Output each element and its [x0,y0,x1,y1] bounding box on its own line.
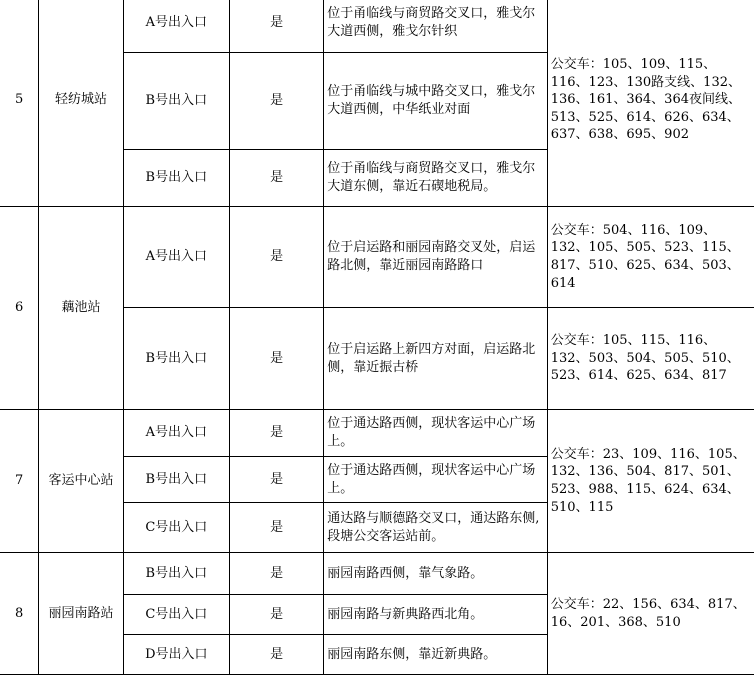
exit-location: 丽园南路东侧，靠近新典路。 [324,635,547,675]
exit-name: B号出入口 [123,553,229,595]
bus-lines: 公交车：504、116、109、132、105、505、523、115、817、510、625、634、503、614 [547,207,754,308]
exit-name: B号出入口 [123,457,229,503]
exit-flag: 是 [229,0,323,53]
exit-flag: 是 [229,595,323,635]
exit-location: 位于通达路西侧，现状客运中心广场上。 [324,457,547,503]
station-name: 藕池站 [39,207,123,410]
exit-flag: 是 [229,207,323,308]
exit-name: A号出入口 [123,410,229,457]
exit-name: A号出入口 [123,0,229,53]
exit-location: 位于甬临线与商贸路交叉口，雅戈尔大道西侧，雅戈尔针织 [324,0,547,53]
table-row [0,410,754,457]
table-row [0,553,754,595]
exit-name: A号出入口 [123,207,229,308]
table-row [0,0,754,53]
station-number: 8 [0,553,39,675]
exit-flag: 是 [229,150,323,207]
station-name: 客运中心站 [39,410,123,553]
exit-location: 位于启运路和丽园南路交叉处，启运路北侧，靠近丽园南路路口 [324,207,547,308]
bus-lines: 公交车：105、109、115、116、123、130路支线、132、136、161、364、364夜间线、513、525、614、626、634、637、638、695、902 [547,0,754,207]
table-row [0,207,754,308]
station-name: 丽园南路站 [39,553,123,675]
exit-name: B号出入口 [123,53,229,150]
exit-name: C号出入口 [123,595,229,635]
station-number: 6 [0,207,39,410]
exit-name: B号出入口 [123,308,229,410]
station-number: 7 [0,410,39,553]
exit-name: D号出入口 [123,635,229,675]
exit-flag: 是 [229,635,323,675]
exit-location: 位于甬临线与商贸路交叉口，雅戈尔大道东侧，靠近石碶地税局。 [324,150,547,207]
exit-name: B号出入口 [123,150,229,207]
exit-location: 丽园南路西侧，靠气象路。 [324,553,547,595]
exit-flag: 是 [229,308,323,410]
exit-flag: 是 [229,53,323,150]
exit-location: 通达路与顺德路交叉口，通达路东侧,段塘公交客运站前。 [324,503,547,553]
exit-flag: 是 [229,503,323,553]
station-number: 5 [0,0,39,207]
exit-flag: 是 [229,410,323,457]
exit-flag: 是 [229,553,323,595]
exit-location: 位于甬临线与城中路交叉口，雅戈尔大道西侧，中华纸业对面 [324,53,547,150]
exit-location: 位于通达路西侧，现状客运中心广场上。 [324,410,547,457]
bus-lines: 公交车：22、156、634、817、16、201、368、510 [547,553,754,675]
exit-location: 位于启运路上新四方对面，启运路北侧，靠近振古桥 [324,308,547,410]
station-name: 轻纺城站 [39,0,123,207]
bus-lines: 公交车：105、115、116、132、503、504、505、510、523、614、625、634、817 [547,308,754,410]
exit-flag: 是 [229,457,323,503]
exit-name: C号出入口 [123,503,229,553]
exit-location: 丽园南路与新典路西北角。 [324,595,547,635]
bus-lines: 公交车：23、109、116、105、132、136、504、817、501、523、988、115、624、634、510、115 [547,410,754,553]
